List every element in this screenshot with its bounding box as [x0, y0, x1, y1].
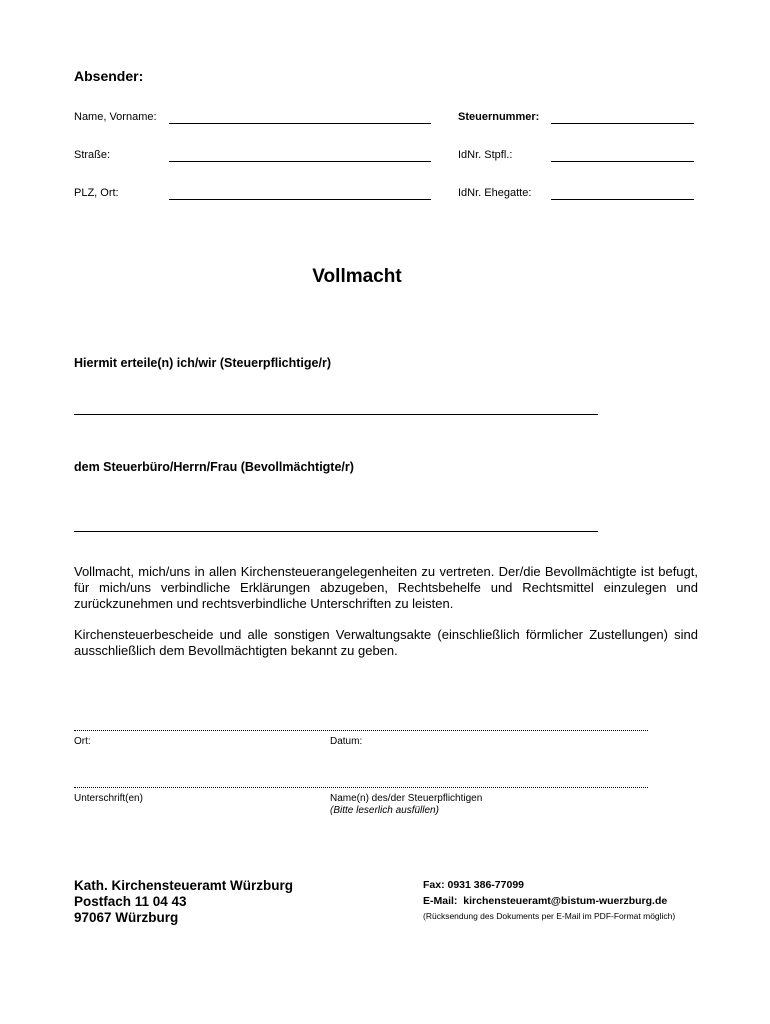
- agent-heading: dem Steuerbüro/Herrn/Frau (Bevollmächtigte/r): [74, 460, 354, 474]
- name-label: Name, Vorname:: [74, 111, 157, 123]
- notification-paragraph: Kirchensteuerbescheide und alle sonstigen Verwaltungsakte (einschließlich förmlicher Zustellungen) sind ausschließlich dem Bevollmächtigten bekannt zu geben.: [74, 627, 698, 658]
- idnr-taxpayer-label: IdNr. Stpfl.:: [458, 149, 513, 161]
- signature-label: Unterschrift(en): [74, 793, 143, 804]
- names-hint: (Bitte leserlich ausfüllen): [330, 805, 439, 816]
- idnr-taxpayer-field[interactable]: [551, 161, 694, 162]
- email-address[interactable]: kirchensteueramt@bistum-wuerzburg.de: [463, 895, 668, 907]
- street-label: Straße:: [74, 149, 111, 161]
- signature-line[interactable]: [74, 787, 648, 788]
- email-label: E-Mail:: [423, 895, 458, 907]
- city-label: PLZ, Ort:: [74, 187, 119, 199]
- place-label: Ort:: [74, 736, 91, 747]
- names-label: Name(n) des/der Steuerpflichtigen: [330, 793, 483, 804]
- postal-city: 97067 Würzburg: [74, 910, 179, 925]
- authorization-paragraph: Vollmacht, mich/uns in allen Kirchensteuerangelegenheiten zu vertreten. Der/die Bevollmächtigte ist befugt, für mich/uns verbindliche Erklärungen abzugeben, Rechtsbehelfe und Rechtsmittel einzulegen und zurückzunehmen und rechtsverbindliche Unterschriften zu leisten.: [74, 564, 698, 611]
- agent-field[interactable]: [74, 531, 598, 532]
- grantor-heading: Hiermit erteile(n) ich/wir (Steuerpflichtige/r): [74, 356, 331, 370]
- sender-heading: Absender:: [74, 68, 144, 84]
- po-box: Postfach 11 04 43: [74, 894, 187, 909]
- place-date-line[interactable]: [74, 730, 648, 731]
- org-name: Kath. Kirchensteueramt Würzburg: [74, 878, 294, 893]
- return-note: (Rücksendung des Dokuments per E-Mail im PDF-Format möglich): [423, 911, 676, 921]
- idnr-spouse-label: IdNr. Ehegatte:: [458, 187, 532, 199]
- tax-number-label: Steuernummer:: [458, 111, 540, 123]
- grantor-field[interactable]: [74, 414, 598, 415]
- tax-number-field[interactable]: [551, 123, 694, 124]
- city-field[interactable]: [169, 199, 431, 200]
- date-label: Datum:: [330, 736, 363, 747]
- street-field[interactable]: [169, 161, 431, 162]
- email-line: [423, 895, 667, 907]
- fax-number: Fax: 0931 386-77099: [423, 879, 524, 891]
- document-title: Vollmacht: [312, 266, 402, 287]
- name-field[interactable]: [169, 123, 431, 124]
- idnr-spouse-field[interactable]: [551, 199, 694, 200]
